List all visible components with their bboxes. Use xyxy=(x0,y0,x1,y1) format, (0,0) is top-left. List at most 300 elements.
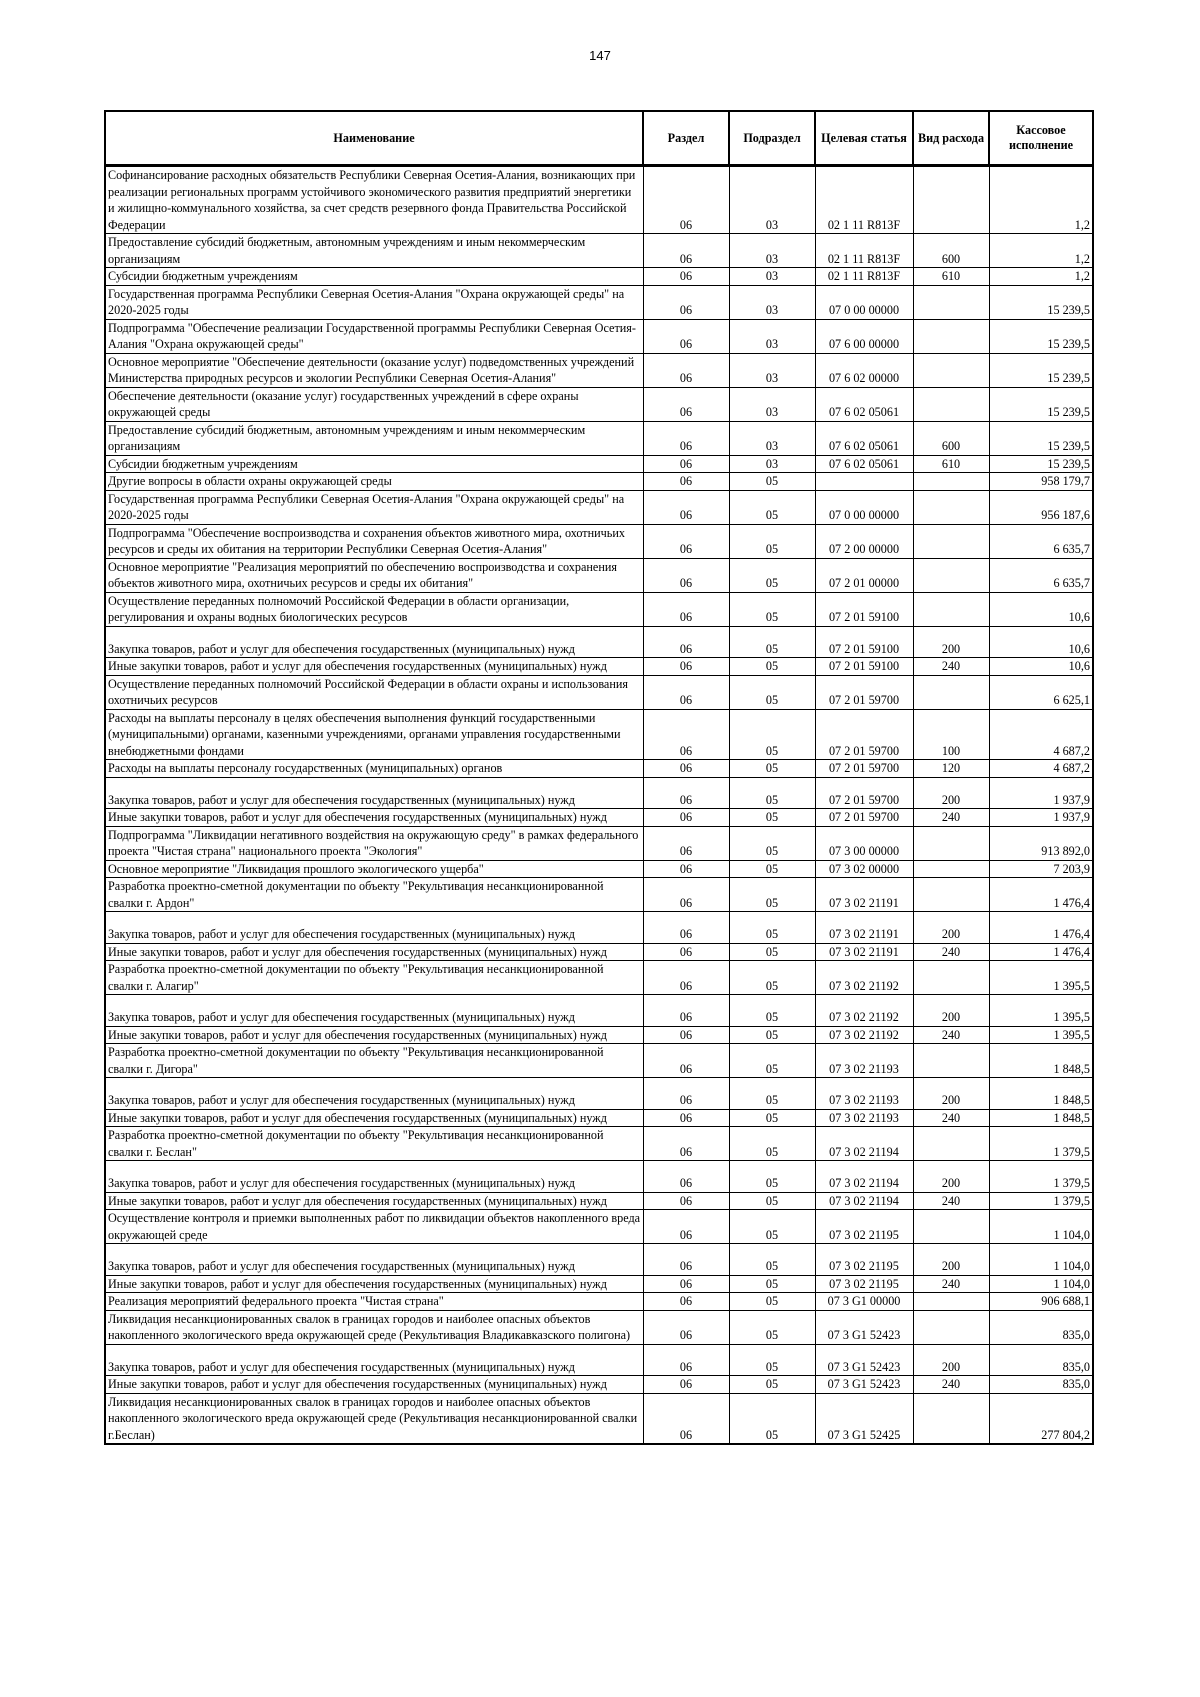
cell-expense-kind xyxy=(913,524,989,558)
cell-expense-kind xyxy=(913,387,989,421)
table-row xyxy=(105,995,1093,1027)
cell-subsection: 03 xyxy=(729,319,815,353)
cell-cash-execution: 10,6 xyxy=(989,626,1093,658)
table-row xyxy=(105,1161,1093,1193)
table-row xyxy=(105,1109,1093,1127)
cell-section: 06 xyxy=(643,1044,729,1078)
cell-section: 06 xyxy=(643,1026,729,1044)
cell-cash-execution: 1 476,4 xyxy=(989,912,1093,944)
cell-subsection: 05 xyxy=(729,1026,815,1044)
cell-name xyxy=(105,658,643,676)
table-row xyxy=(105,809,1093,827)
cell-expense-kind xyxy=(913,285,989,319)
row-name-text: Подпрограмма "Ликвидации негативного воздействия на окружающую среду" в рамках федерального проекта "Чистая страна" национального проекта "Экология" xyxy=(108,827,639,858)
cell-expense-kind: 240 xyxy=(913,1192,989,1210)
cell-name xyxy=(105,1310,643,1344)
cell-section: 06 xyxy=(643,1192,729,1210)
cell-target-article: 07 6 02 00000 xyxy=(815,353,913,387)
cell-subsection: 03 xyxy=(729,166,815,234)
cell-target-article: 07 3 02 00000 xyxy=(815,860,913,878)
cell-expense-kind xyxy=(913,675,989,709)
header-section: Раздел xyxy=(643,111,729,166)
cell-section: 06 xyxy=(643,658,729,676)
cell-subsection: 03 xyxy=(729,285,815,319)
cell-expense-kind: 200 xyxy=(913,1244,989,1276)
cell-expense-kind: 240 xyxy=(913,809,989,827)
cell-target-article: 07 3 00 00000 xyxy=(815,826,913,860)
cell-cash-execution: 1 395,5 xyxy=(989,995,1093,1027)
cell-cash-execution: 1 848,5 xyxy=(989,1109,1093,1127)
row-name-text: Закупка товаров, работ и услуг для обеспечения государственных (муниципальных) нужд xyxy=(108,1093,575,1107)
cell-cash-execution: 1 379,5 xyxy=(989,1127,1093,1161)
cell-name xyxy=(105,1026,643,1044)
cell-section: 06 xyxy=(643,592,729,626)
cell-subsection: 05 xyxy=(729,626,815,658)
row-name-text: Основное мероприятие "Реализация мероприятий по обеспечению воспроизводства и сохранения объектов животного мира, охотничьих ресурсов и среды их обитания" xyxy=(108,559,617,590)
cell-target-article: 07 2 01 59700 xyxy=(815,675,913,709)
cell-name xyxy=(105,878,643,912)
cell-name xyxy=(105,995,643,1027)
cell-cash-execution: 7 203,9 xyxy=(989,860,1093,878)
cell-subsection: 03 xyxy=(729,387,815,421)
cell-expense-kind xyxy=(913,860,989,878)
cell-cash-execution: 1,2 xyxy=(989,234,1093,268)
cell-target-article: 07 2 01 59700 xyxy=(815,809,913,827)
cell-section: 06 xyxy=(643,1376,729,1394)
cell-target-article: 07 2 01 59100 xyxy=(815,592,913,626)
cell-section: 06 xyxy=(643,1127,729,1161)
cell-expense-kind xyxy=(913,490,989,524)
table-row xyxy=(105,319,1093,353)
row-name-text: Иные закупки товаров, работ и услуг для обеспечения государственных (муниципальных) нужд xyxy=(108,1377,607,1391)
cell-expense-kind xyxy=(913,1393,989,1444)
cell-subsection: 05 xyxy=(729,1376,815,1394)
cell-section: 06 xyxy=(643,912,729,944)
cell-name xyxy=(105,1376,643,1394)
row-name-text: Ликвидация несанкционированных свалок в границах городов и наиболее опасных объектов накопленного экологического вреда окружающей среде (Рекультивация Владикавказского полигона) xyxy=(108,1311,631,1342)
cell-subsection: 05 xyxy=(729,1161,815,1193)
row-name-text: Закупка товаров, работ и услуг для обеспечения государственных (муниципальных) нужд xyxy=(108,792,575,807)
cell-target-article: 07 2 00 00000 xyxy=(815,524,913,558)
table-row xyxy=(105,1127,1093,1161)
cell-expense-kind xyxy=(913,166,989,234)
cell-cash-execution: 1 104,0 xyxy=(989,1275,1093,1293)
cell-target-article: 07 0 00 00000 xyxy=(815,490,913,524)
table-row xyxy=(105,961,1093,995)
cell-name xyxy=(105,675,643,709)
cell-section: 06 xyxy=(643,943,729,961)
row-name-text: Ликвидация несанкционированных свалок в границах городов и наиболее опасных объектов накопленного экологического вреда окружающей среде (Рекультивация несанкционированной свалки г.Беслан) xyxy=(108,1394,638,1442)
cell-expense-kind xyxy=(913,1210,989,1244)
cell-target-article: 07 3 02 21192 xyxy=(815,1026,913,1044)
row-name-text: Другие вопросы в области охраны окружающей среды xyxy=(108,474,392,488)
cell-section: 06 xyxy=(643,421,729,455)
table-row xyxy=(105,558,1093,592)
cell-cash-execution: 15 239,5 xyxy=(989,285,1093,319)
cell-subsection: 05 xyxy=(729,1127,815,1161)
table-row xyxy=(105,1192,1093,1210)
table-row xyxy=(105,234,1093,268)
cell-target-article: 07 2 01 00000 xyxy=(815,558,913,592)
cell-target-article: 02 1 11 R813F xyxy=(815,268,913,286)
cell-cash-execution: 1 937,9 xyxy=(989,777,1093,809)
cell-expense-kind: 200 xyxy=(913,995,989,1027)
cell-expense-kind: 240 xyxy=(913,943,989,961)
cell-cash-execution: 956 187,6 xyxy=(989,490,1093,524)
cell-name xyxy=(105,558,643,592)
cell-target-article: 07 2 01 59700 xyxy=(815,777,913,809)
cell-expense-kind: 200 xyxy=(913,1078,989,1110)
cell-expense-kind: 610 xyxy=(913,268,989,286)
cell-cash-execution: 15 239,5 xyxy=(989,455,1093,473)
cell-subsection: 03 xyxy=(729,353,815,387)
cell-expense-kind: 200 xyxy=(913,1344,989,1376)
row-name-text: Подпрограмма "Обеспечение воспроизводства и сохранения объектов животного мира, охотничьих ресурсов и среды их обитания на территории Республики Северная Осетия-Алания" xyxy=(108,525,625,556)
cell-cash-execution: 1,2 xyxy=(989,268,1093,286)
cell-cash-execution: 835,0 xyxy=(989,1310,1093,1344)
cell-cash-execution: 1 848,5 xyxy=(989,1044,1093,1078)
cell-target-article: 07 3 02 21191 xyxy=(815,912,913,944)
cell-subsection: 03 xyxy=(729,268,815,286)
row-name-text: Иные закупки товаров, работ и услуг для обеспечения государственных (муниципальных) нужд xyxy=(108,810,607,824)
cell-section: 06 xyxy=(643,675,729,709)
table-row xyxy=(105,943,1093,961)
cell-subsection: 03 xyxy=(729,234,815,268)
cell-section: 06 xyxy=(643,1078,729,1110)
row-name-text: Разработка проектно-сметной документации по объекту "Рекультивация несанкционированной свалки г. Алагир" xyxy=(108,962,604,993)
row-name-text: Государственная программа Республики Северная Осетия-Алания "Охрана окружающей среды" на 2020-2025 годы xyxy=(108,286,625,317)
row-name-text: Осуществление контроля и приемки выполненных работ по ликвидации объектов накопленного вреда окружающей среде xyxy=(108,1211,641,1242)
table-row xyxy=(105,675,1093,709)
cell-section: 06 xyxy=(643,1275,729,1293)
cell-expense-kind xyxy=(913,878,989,912)
table-row xyxy=(105,912,1093,944)
cell-name xyxy=(105,709,643,760)
cell-section: 06 xyxy=(643,760,729,778)
cell-section: 06 xyxy=(643,353,729,387)
cell-cash-execution: 1 379,5 xyxy=(989,1161,1093,1193)
cell-cash-execution: 6 625,1 xyxy=(989,675,1093,709)
cell-section: 06 xyxy=(643,455,729,473)
cell-subsection: 05 xyxy=(729,558,815,592)
cell-expense-kind: 240 xyxy=(913,1376,989,1394)
cell-subsection: 05 xyxy=(729,1109,815,1127)
cell-cash-execution: 1 104,0 xyxy=(989,1244,1093,1276)
cell-subsection: 05 xyxy=(729,943,815,961)
cell-expense-kind: 200 xyxy=(913,912,989,944)
cell-section: 06 xyxy=(643,490,729,524)
cell-cash-execution: 4 687,2 xyxy=(989,760,1093,778)
cell-expense-kind xyxy=(913,1310,989,1344)
cell-name xyxy=(105,912,643,944)
cell-expense-kind: 610 xyxy=(913,455,989,473)
table-row xyxy=(105,1393,1093,1444)
cell-subsection: 05 xyxy=(729,1078,815,1110)
row-name-text: Иные закупки товаров, работ и услуг для обеспечения государственных (муниципальных) нужд xyxy=(108,659,607,673)
cell-section: 06 xyxy=(643,1293,729,1311)
table-row xyxy=(105,490,1093,524)
cell-subsection: 05 xyxy=(729,592,815,626)
row-name-text: Иные закупки товаров, работ и услуг для обеспечения государственных (муниципальных) нужд xyxy=(108,1110,607,1125)
cell-subsection: 05 xyxy=(729,760,815,778)
cell-cash-execution: 15 239,5 xyxy=(989,319,1093,353)
cell-section: 06 xyxy=(643,387,729,421)
cell-cash-execution: 835,0 xyxy=(989,1344,1093,1376)
cell-section: 06 xyxy=(643,1244,729,1276)
cell-subsection: 05 xyxy=(729,473,815,491)
cell-name xyxy=(105,943,643,961)
cell-section: 06 xyxy=(643,626,729,658)
cell-name xyxy=(105,826,643,860)
cell-cash-execution: 1 379,5 xyxy=(989,1192,1093,1210)
cell-expense-kind: 200 xyxy=(913,626,989,658)
cell-expense-kind: 240 xyxy=(913,1275,989,1293)
cell-subsection: 05 xyxy=(729,1192,815,1210)
cell-target-article: 07 3 G1 52423 xyxy=(815,1310,913,1344)
cell-subsection: 05 xyxy=(729,961,815,995)
cell-expense-kind xyxy=(913,319,989,353)
cell-target-article: 07 2 01 59700 xyxy=(815,709,913,760)
cell-target-article: 07 3 02 21192 xyxy=(815,961,913,995)
row-name-text: Закупка товаров, работ и услуг для обеспечения государственных (муниципальных) нужд xyxy=(108,927,575,941)
row-name-text: Иные закупки товаров, работ и услуг для обеспечения государственных (муниципальных) нужд xyxy=(108,944,607,959)
cell-name xyxy=(105,809,643,827)
header-subsection: Подраздел xyxy=(729,111,815,166)
cell-name xyxy=(105,387,643,421)
cell-section: 06 xyxy=(643,777,729,809)
cell-name xyxy=(105,1078,643,1110)
cell-subsection: 05 xyxy=(729,777,815,809)
row-name-text: Иные закупки товаров, работ и услуг для обеспечения государственных (муниципальных) нужд xyxy=(108,1276,607,1291)
cell-subsection: 05 xyxy=(729,1044,815,1078)
cell-target-article: 07 3 02 21194 xyxy=(815,1161,913,1193)
cell-name xyxy=(105,1293,643,1311)
row-name-text: Основное мероприятие "Ликвидация прошлого экологического ущерба" xyxy=(108,861,484,876)
cell-target-article: 07 3 02 21193 xyxy=(815,1109,913,1127)
row-name-text: Обеспечение деятельности (оказание услуг) государственных учреждений в сфере охраны окружающей среды xyxy=(108,388,579,419)
cell-name xyxy=(105,1044,643,1078)
cell-subsection: 05 xyxy=(729,1393,815,1444)
row-name-text: Предоставление субсидий бюджетным, автономным учреждениям и иным некоммерческим организациям xyxy=(108,422,586,453)
cell-name xyxy=(105,1393,643,1444)
table-row xyxy=(105,353,1093,387)
cell-subsection: 05 xyxy=(729,1275,815,1293)
cell-expense-kind xyxy=(913,1044,989,1078)
cell-expense-kind xyxy=(913,558,989,592)
cell-cash-execution: 15 239,5 xyxy=(989,387,1093,421)
cell-expense-kind: 200 xyxy=(913,1161,989,1193)
cell-cash-execution: 1 937,9 xyxy=(989,809,1093,827)
cell-name xyxy=(105,860,643,878)
cell-section: 06 xyxy=(643,1109,729,1127)
row-name-text: Осуществление переданных полномочий Российской Федерации в области охраны и использования охотничьих ресурсов xyxy=(108,676,628,707)
cell-name xyxy=(105,1275,643,1293)
cell-target-article: 07 3 G1 52425 xyxy=(815,1393,913,1444)
cell-subsection: 05 xyxy=(729,709,815,760)
cell-section: 06 xyxy=(643,524,729,558)
cell-target-article: 07 2 01 59700 xyxy=(815,760,913,778)
cell-section: 06 xyxy=(643,473,729,491)
cell-section: 06 xyxy=(643,1344,729,1376)
table-row xyxy=(105,1244,1093,1276)
row-name-text: Реализация мероприятий федерального проекта "Чистая страна" xyxy=(108,1294,444,1308)
table-row xyxy=(105,1078,1093,1110)
cell-subsection: 03 xyxy=(729,455,815,473)
cell-target-article: 07 3 02 21191 xyxy=(815,878,913,912)
cell-target-article: 07 6 02 05061 xyxy=(815,455,913,473)
cell-target-article: 07 6 02 05061 xyxy=(815,387,913,421)
table-row xyxy=(105,626,1093,658)
cell-name xyxy=(105,319,643,353)
cell-name xyxy=(105,455,643,473)
cell-name xyxy=(105,777,643,809)
table-row xyxy=(105,1376,1093,1394)
cell-cash-execution: 1 476,4 xyxy=(989,878,1093,912)
cell-cash-execution: 1 395,5 xyxy=(989,1026,1093,1044)
cell-section: 06 xyxy=(643,1161,729,1193)
cell-target-article: 07 2 01 59100 xyxy=(815,626,913,658)
cell-cash-execution: 1 476,4 xyxy=(989,943,1093,961)
row-name-text: Субсидии бюджетным учреждениям xyxy=(108,269,298,283)
cell-expense-kind: 240 xyxy=(913,658,989,676)
cell-cash-execution: 10,6 xyxy=(989,592,1093,626)
cell-name xyxy=(105,353,643,387)
cell-cash-execution: 277 804,2 xyxy=(989,1393,1093,1444)
row-name-text: Закупка товаров, работ и услуг для обеспечения государственных (муниципальных) нужд xyxy=(108,641,575,656)
table-row xyxy=(105,658,1093,676)
cell-target-article: 07 6 00 00000 xyxy=(815,319,913,353)
cell-section: 06 xyxy=(643,319,729,353)
table-row xyxy=(105,860,1093,878)
header-expense-kind: Вид расхода xyxy=(913,111,989,166)
cell-expense-kind xyxy=(913,592,989,626)
cell-cash-execution: 958 179,7 xyxy=(989,473,1093,491)
cell-subsection: 05 xyxy=(729,809,815,827)
cell-subsection: 05 xyxy=(729,860,815,878)
cell-target-article: 07 3 02 21194 xyxy=(815,1192,913,1210)
cell-name xyxy=(105,1244,643,1276)
cell-subsection: 05 xyxy=(729,1293,815,1311)
cell-expense-kind xyxy=(913,473,989,491)
cell-cash-execution: 4 687,2 xyxy=(989,709,1093,760)
cell-target-article: 07 3 G1 52423 xyxy=(815,1376,913,1394)
cell-subsection: 05 xyxy=(729,1210,815,1244)
row-name-text: Расходы на выплаты персоналу государственных (муниципальных) органов xyxy=(108,761,503,775)
cell-name xyxy=(105,285,643,319)
cell-section: 06 xyxy=(643,860,729,878)
cell-expense-kind xyxy=(913,1127,989,1161)
cell-target-article: 07 3 02 21194 xyxy=(815,1127,913,1161)
table-row xyxy=(105,455,1093,473)
table-row xyxy=(105,166,1093,234)
row-name-text: Иные закупки товаров, работ и услуг для обеспечения государственных (муниципальных) нужд xyxy=(108,1027,607,1042)
table-row xyxy=(105,1310,1093,1344)
cell-subsection: 05 xyxy=(729,490,815,524)
cell-cash-execution: 15 239,5 xyxy=(989,353,1093,387)
cell-expense-kind xyxy=(913,353,989,387)
row-name-text: Софинансирование расходных обязательств Республики Северная Осетия-Алания, возникающих при реализации региональных программ устойчивого экономического развития предприятий энергетики и жилищно-коммунального хозяйства, за счет средств резервного фонда Правительства Российской Федерации xyxy=(108,168,636,232)
cell-name xyxy=(105,1127,643,1161)
page-number: 147 xyxy=(589,48,611,63)
cell-target-article: 07 3 02 21193 xyxy=(815,1044,913,1078)
cell-cash-execution: 1,2 xyxy=(989,166,1093,234)
cell-name xyxy=(105,1192,643,1210)
cell-subsection: 05 xyxy=(729,995,815,1027)
cell-expense-kind: 100 xyxy=(913,709,989,760)
header-cash-execution: Кассовое исполнение xyxy=(989,111,1093,166)
row-name-text: Иные закупки товаров, работ и услуг для обеспечения государственных (муниципальных) нужд xyxy=(108,1193,607,1208)
cell-name xyxy=(105,268,643,286)
cell-expense-kind: 600 xyxy=(913,234,989,268)
cell-name xyxy=(105,1109,643,1127)
row-name-text: Основное мероприятие "Обеспечение деятельности (оказание услуг) подведомственных учреждений Министерства природных ресурсов и экологии Республики Северная Осетия-Алания" xyxy=(108,354,635,385)
cell-name xyxy=(105,626,643,658)
table-row xyxy=(105,826,1093,860)
cell-target-article: 07 3 02 21193 xyxy=(815,1078,913,1110)
cell-cash-execution: 1 104,0 xyxy=(989,1210,1093,1244)
cell-section: 06 xyxy=(643,878,729,912)
cell-target-article: 07 3 02 21192 xyxy=(815,995,913,1027)
table-row xyxy=(105,592,1093,626)
row-name-text: Разработка проектно-сметной документации по объекту "Рекультивация несанкционированной свалки г. Беслан" xyxy=(108,1128,604,1159)
cell-target-article: 07 3 02 21195 xyxy=(815,1210,913,1244)
table-row xyxy=(105,1344,1093,1376)
table-header-row xyxy=(105,111,1093,166)
table-row xyxy=(105,760,1093,778)
cell-subsection: 05 xyxy=(729,524,815,558)
cell-target-article: 07 2 01 59100 xyxy=(815,658,913,676)
row-name-text: Закупка товаров, работ и услуг для обеспечения государственных (муниципальных) нужд xyxy=(108,1359,575,1374)
cell-name xyxy=(105,1161,643,1193)
cell-target-article: 07 3 02 21191 xyxy=(815,943,913,961)
cell-cash-execution: 835,0 xyxy=(989,1376,1093,1394)
cell-expense-kind xyxy=(913,826,989,860)
cell-cash-execution: 6 635,7 xyxy=(989,558,1093,592)
table-row xyxy=(105,1275,1093,1293)
table-row xyxy=(105,285,1093,319)
table-row xyxy=(105,473,1093,491)
cell-target-article xyxy=(815,473,913,491)
cell-subsection: 05 xyxy=(729,1310,815,1344)
cell-subsection: 05 xyxy=(729,1244,815,1276)
cell-name xyxy=(105,490,643,524)
table-row xyxy=(105,268,1093,286)
row-name-text: Разработка проектно-сметной документации по объекту "Рекультивация несанкционированной свалки г. Дигора" xyxy=(108,1045,604,1076)
cell-cash-execution: 913 892,0 xyxy=(989,826,1093,860)
cell-expense-kind: 240 xyxy=(913,1109,989,1127)
cell-target-article: 07 3 G1 00000 xyxy=(815,1293,913,1311)
cell-target-article: 07 6 02 05061 xyxy=(815,421,913,455)
cell-cash-execution: 1 848,5 xyxy=(989,1078,1093,1110)
cell-cash-execution: 15 239,5 xyxy=(989,421,1093,455)
table-row xyxy=(105,1210,1093,1244)
cell-subsection: 05 xyxy=(729,826,815,860)
cell-name xyxy=(105,1344,643,1376)
cell-subsection: 05 xyxy=(729,878,815,912)
cell-cash-execution: 906 688,1 xyxy=(989,1293,1093,1311)
row-name-text: Закупка товаров, работ и услуг для обеспечения государственных (муниципальных) нужд xyxy=(108,1010,575,1024)
cell-section: 06 xyxy=(643,268,729,286)
cell-target-article: 07 0 00 00000 xyxy=(815,285,913,319)
cell-expense-kind xyxy=(913,1293,989,1311)
cell-section: 06 xyxy=(643,961,729,995)
cell-subsection: 05 xyxy=(729,912,815,944)
cell-name xyxy=(105,961,643,995)
table-row xyxy=(105,1293,1093,1311)
table-row xyxy=(105,387,1093,421)
cell-section: 06 xyxy=(643,166,729,234)
cell-expense-kind: 120 xyxy=(913,760,989,778)
